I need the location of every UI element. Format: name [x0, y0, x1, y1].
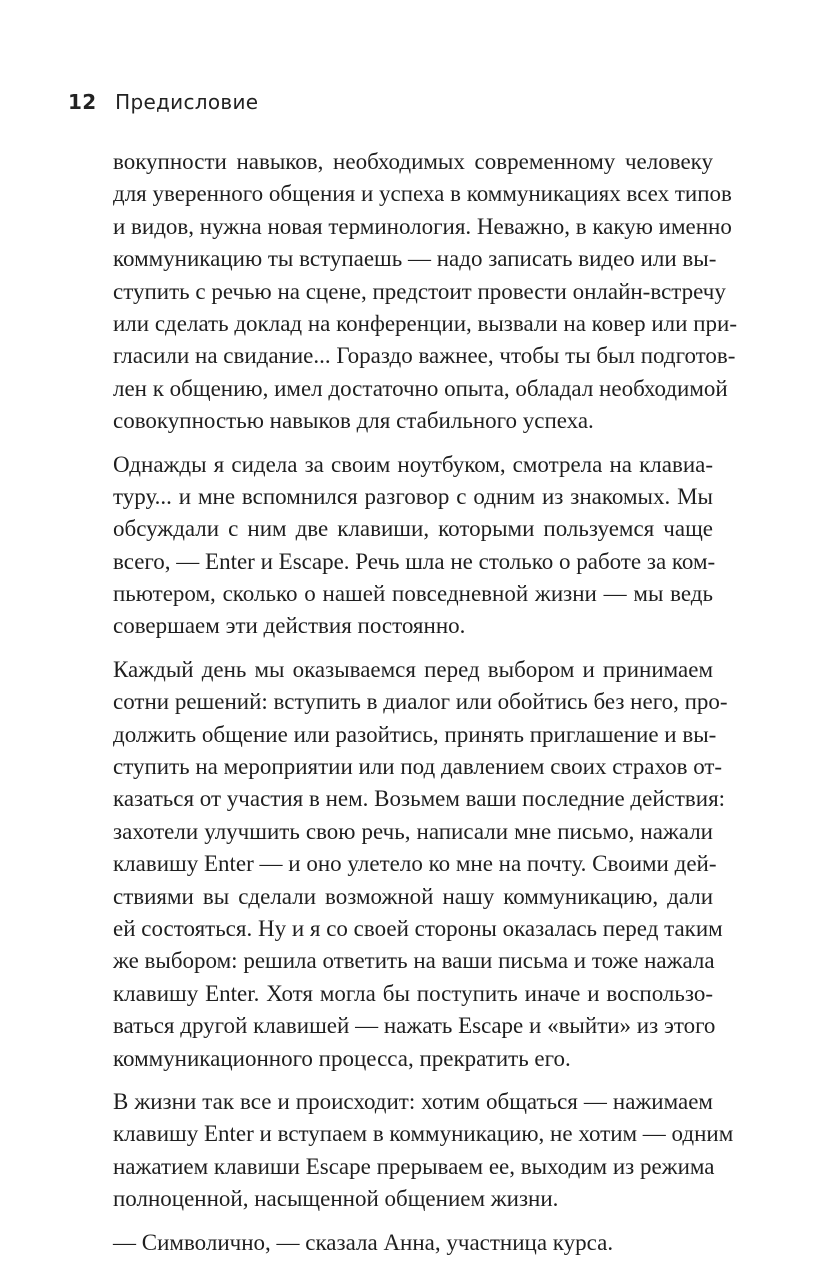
text-line: для уверенного общения и успеха в коммуникациях всех типов [113, 181, 732, 207]
text-line: ваться другой клавишей — нажать Escape и «выйти» из этого [113, 1013, 716, 1039]
paragraph-3 [113, 654, 728, 1075]
text-line: совокупностью навыков для стабильного успеха. [113, 408, 594, 434]
text-line: нажатием клавиши Escape прерываем ее, выходим из режима [113, 1153, 715, 1179]
section-title: Предисловие [115, 90, 259, 114]
page-number: 12 [68, 90, 97, 114]
text-line: ступить с речью на сцене, предстоит провести онлайн-встречу [113, 278, 726, 304]
paragraph-5 [113, 1227, 713, 1259]
text-line: В жизни так все и происходит: хотим общаться — нажимаем [113, 1088, 713, 1114]
text-line: совершаем эти действия постоянно. [113, 613, 466, 639]
text-line: должить общение или разойтись, принять приглашение и вы- [113, 721, 717, 747]
text-line: коммуникацию ты вступаешь — надо записать видео или вы- [113, 246, 717, 272]
paragraph-2 [113, 449, 716, 643]
text-line: или сделать доклад на конференции, вызвали на ковер или при- [113, 310, 737, 336]
text-line: сотни решений: вступить в диалог или обойтись без него, про- [113, 689, 728, 715]
text-line: казаться от участия в нем. Возьмем ваши последние действия: [113, 786, 726, 812]
text-line: клавишу Enter — и оно улетело ко мне на почту. Своими дей- [113, 851, 717, 877]
text-line: ей состояться. Ну и я со своей стороны оказалась перед таким [113, 915, 723, 941]
text-line: туру... и мне вспомнился разговор с одним из знакомых. Мы [113, 483, 713, 509]
paragraph-1 [113, 146, 737, 438]
text-line: — Символично, — сказала Анна, участница курса. [113, 1229, 614, 1255]
text-line: и видов, нужна новая терминология. Неважно, в какую именно [113, 213, 732, 239]
running-head [68, 90, 258, 114]
text-line: полноценной, насыщенной общением жизни. [113, 1186, 559, 1212]
body-text [113, 146, 737, 1270]
text-line: Каждый день мы оказываемся перед выбором и принимаем [113, 656, 713, 682]
text-line: клавишу Enter. Хотя могла бы поступить иначе и воспользо- [113, 980, 713, 1006]
text-line: захотели улучшить свою речь, написали мне письмо, нажали [113, 818, 713, 844]
text-line: Однажды я сидела за своим ноутбуком, смотрела на клавиа- [113, 451, 713, 477]
text-line: лен к общению, имел достаточно опыта, обладал необходимой [113, 375, 728, 401]
paragraph-4 [113, 1086, 734, 1216]
text-line: коммуникационного процесса, прекратить его. [113, 1045, 571, 1071]
text-line: обсуждали с ним две клавиши, которыми пользуемся чаще [113, 516, 713, 542]
text-line: пьютером, сколько о нашей повседневной жизни — мы ведь [113, 581, 713, 607]
text-line: клавишу Enter и вступаем в коммуникацию, не хотим — одним [113, 1121, 734, 1147]
text-line: всего, — Enter и Escape. Речь шла не столько о работе за ком- [113, 548, 716, 574]
text-line: гласили на свидание... Гораздо важнее, чтобы ты был подготов- [113, 343, 736, 369]
text-line: же выбором: решила ответить на ваши письма и тоже нажала [113, 948, 715, 974]
text-line: ствиями вы сделали возможной нашу коммуникацию, дали [113, 883, 713, 909]
text-line: ступить на мероприятии или под давлением своих страхов от- [113, 754, 723, 780]
text-line: вокупности навыков, необходимых современному человеку [113, 149, 713, 174]
